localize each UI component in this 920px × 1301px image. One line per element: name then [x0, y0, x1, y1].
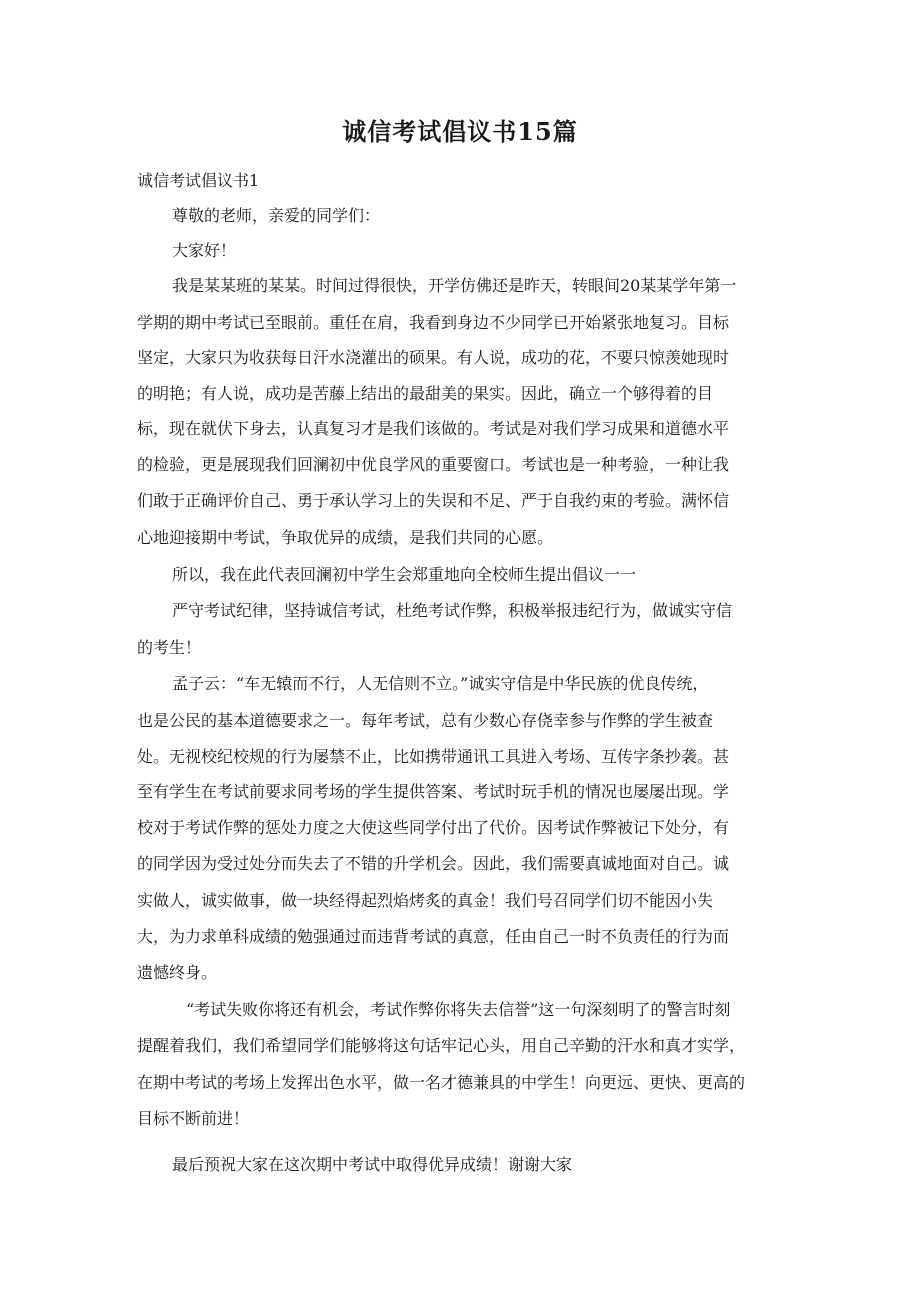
text-line: 心地迎接期中考试，争取优异的成绩，是我们共同的心愿。: [137, 528, 554, 547]
text-line: 大，为力求单科成绩的勉强通过而违背考试的真意，任由自己一时不负责任的行为而: [137, 927, 730, 946]
text-line: 校对于考试作弊的惩处力度之大使这些同学付出了代价。因考试作弊被记下处分，有: [137, 818, 730, 837]
text-line: 的检验，更是展现我们回澜初中优良学风的重要窗口。考试也是一种考验，一种让我: [137, 455, 730, 474]
text-line: 标，现在就伏下身去，认真复习才是我们该做的。考试是对我们学习成果和道德水平: [137, 419, 730, 438]
text-line: 实做人，诚实做事，做一块经得起烈焰烤炙的真金！我们号召同学们切不能因小失: [137, 891, 714, 910]
text-line: 处。无视校纪校规的行为屡禁不止，比如携带通讯工具进入考场、互传字条抄袭。甚: [137, 747, 730, 766]
text-line: 严守考试纪律，坚持诚信考试，杜绝考试作弊，积极举报违纪行为，做诚实守信: [172, 601, 733, 620]
text-line: 学期的期中考试已至眼前。重任在肩，我看到身边不少同学已开始紧张地复习。目标: [137, 313, 730, 332]
text-line: 的同学因为受过处分而失去了不错的升学机会。因此，我们需要真诚地面对自己。诚: [137, 854, 730, 873]
text-line: 也是公民的基本道德要求之一。每年考试，总有少数心存侥幸参与作弊的学生被查: [137, 711, 714, 730]
text-line: 我是某某班的某某。时间过得很快，开学仿佛还是昨天，转眼间20某某学年第一: [172, 276, 737, 295]
text-line: 们敢于正确评价自己、勇于承认学习上的失误和不足、严于自我约束的考验。满怀信: [137, 491, 730, 510]
text-line: 孟子云：“车无辕而不行，人无信则不立。”诚实守信是中华民族的优良传统，: [172, 674, 709, 693]
greeting: 大家好！: [172, 241, 237, 260]
section-heading: 诚信考试倡议书1: [137, 171, 260, 190]
text-line: 遗憾终身。: [137, 963, 218, 982]
text-line: 的考生！: [137, 638, 202, 657]
text-line: 至有学生在考试前要求同考场的学生提供答案、考试时玩手机的情况也屡屡出现。学: [137, 782, 730, 801]
text-line: 的明艳；有人说，成功是苦藤上结出的最甜美的果实。因此，确立一个够得着的目: [137, 384, 714, 403]
document-title: 诚信考试倡议书15篇: [342, 117, 578, 146]
text-line: “考试失败你将还有机会，考试作弊你将失去信誉”这一句深刻明了的警言时刻: [186, 1000, 731, 1019]
salutation: 尊敬的老师，亲爱的同学们：: [172, 206, 381, 225]
text-line: 提醒着我们，我们希望同学们能够将这句话牢记心头，用自己辛勤的汗水和真才实学，: [137, 1036, 746, 1055]
text-line: 目标不断前进！: [137, 1109, 250, 1128]
text-line: 坚定，大家只为收获每日汗水浇灌出的硕果。有人说，成功的花，不要只惊羡她现时: [137, 348, 730, 367]
text-line: 所以，我在此代表回澜初中学生会郑重地向全校师生提出倡议一一: [172, 565, 637, 584]
closing-line: 最后预祝大家在这次期中考试中取得优异成绩！谢谢大家: [172, 1155, 573, 1174]
text-line: 在期中考试的考场上发挥出色水平，做一名才德兼具的中学生！向更远、更快、更高的: [137, 1073, 746, 1092]
